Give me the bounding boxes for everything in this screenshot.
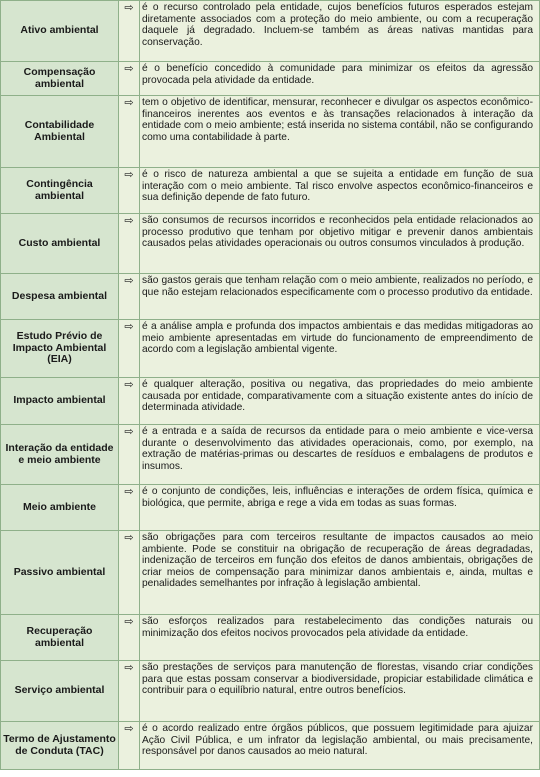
- term-cell: Custo ambiental: [1, 214, 119, 274]
- definition-cell: são gastos gerais que tenham relação com o meio ambiente, realizados no período, e que não estejam relacionados especificamente com o processo produtivo da entidade.: [140, 274, 540, 320]
- term-cell: Interação da entidade e meio ambiente: [1, 425, 119, 485]
- arrow-icon: ⇨: [119, 214, 140, 274]
- definition-cell: é o benefício concedido à comunidade para minimizar os efeitos da agressão provocada pela atividade da entidade.: [140, 62, 540, 96]
- glossary-row: [1, 425, 540, 485]
- term-cell: Impacto ambiental: [1, 378, 119, 425]
- definition-cell: tem o objetivo de identificar, mensurar, reconhecer e divulgar os aspectos econômico-financeiros inerentes aos eventos e às transações relacionados à interação da entidade com o meio ambiente; está inserida no sistema contábil, não se configurando como uma contabilidade à parte.: [140, 96, 540, 168]
- glossary-row: [1, 96, 540, 168]
- glossary-row: [1, 378, 540, 425]
- arrow-icon: ⇨: [119, 661, 140, 722]
- term-cell: Meio ambiente: [1, 485, 119, 531]
- glossary-row: [1, 1, 540, 62]
- term-cell: Contingência ambiental: [1, 168, 119, 214]
- term-cell: Contabilidade Ambiental: [1, 96, 119, 168]
- glossary-row: [1, 168, 540, 214]
- arrow-icon: ⇨: [119, 722, 140, 770]
- arrow-icon: ⇨: [119, 320, 140, 378]
- arrow-icon: ⇨: [119, 96, 140, 168]
- definition-cell: são consumos de recursos incorridos e reconhecidos pela entidade relacionados ao processo produtivo que tenham por objetivo mitigar e prevenir danos ambientais causados pelas atividades operacionais ou outros consumos vinculados à produção.: [140, 214, 540, 274]
- definition-cell: são esforços realizados para restabelecimento das condições naturais ou minimização dos efeitos nocivos provocados pela atividade da entidade.: [140, 615, 540, 661]
- definition-cell: são obrigações para com terceiros resultante de impactos causados ao meio ambiente. Pode se constituir na obrigação de recuperação de áreas degradadas, indenização de terceiros em função dos efeitos de danos ambientais, obrigações de criar meios de compensação para minimizar danos ambientais e, ainda, multas e penalidades semelhantes por infração à legislação ambiental.: [140, 531, 540, 615]
- arrow-icon: ⇨: [119, 425, 140, 485]
- glossary-row: [1, 661, 540, 722]
- term-cell: Serviço ambiental: [1, 661, 119, 722]
- glossary-row: [1, 615, 540, 661]
- term-cell: Compensação ambiental: [1, 62, 119, 96]
- definition-cell: é o acordo realizado entre órgãos públicos, que possuem legitimidade para ajuizar Ação Civil Pública, e um infrator da legislação ambiental, ou mais precisamente, responsável por danos causados ao meio natural.: [140, 722, 540, 770]
- definition-cell: é o conjunto de condições, leis, influências e interações de ordem física, química e biológica, que permite, abriga e rege a vida em todas as suas formas.: [140, 485, 540, 531]
- arrow-icon: ⇨: [119, 168, 140, 214]
- arrow-icon: ⇨: [119, 62, 140, 96]
- definition-cell: é o risco de natureza ambiental a que se sujeita a entidade em função de sua interação com o meio ambiente. Tal risco envolve aspectos econômico-financeiros e sua definição depende de fato futuro.: [140, 168, 540, 214]
- term-cell: Despesa ambiental: [1, 274, 119, 320]
- glossary-row: [1, 214, 540, 274]
- definition-cell: é a entrada e a saída de recursos da entidade para o meio ambiente e vice-versa durante o desenvolvimento das atividades operacionais, como, por exemplo, na extração de matérias-primas ou descartes de resíduos e embalagens de produtos e insumos.: [140, 425, 540, 485]
- arrow-icon: ⇨: [119, 615, 140, 661]
- arrow-icon: ⇨: [119, 378, 140, 425]
- arrow-icon: ⇨: [119, 274, 140, 320]
- definition-cell: é qualquer alteração, positiva ou negativa, das propriedades do meio ambiente causada por entidade, comparativamente com a situação existente antes do início de determinada atividade.: [140, 378, 540, 425]
- term-cell: Estudo Prévio de Impacto Ambiental (EIA): [1, 320, 119, 378]
- term-cell: Ativo ambiental: [1, 1, 119, 62]
- definition-cell: é a análise ampla e profunda dos impactos ambientais e das medidas mitigadoras ao meio ambiente apresentadas em virtude do funcionamento de empreendimento de acordo com a legislação ambiental vigente.: [140, 320, 540, 378]
- term-cell: Termo de Ajustamento de Conduta (TAC): [1, 722, 119, 770]
- glossary-row: [1, 62, 540, 96]
- arrow-icon: ⇨: [119, 531, 140, 615]
- term-cell: Recuperação ambiental: [1, 615, 119, 661]
- glossary-row: [1, 722, 540, 770]
- glossary-row: [1, 485, 540, 531]
- term-cell: Passivo ambiental: [1, 531, 119, 615]
- definition-cell: é o recurso controlado pela entidade, cujos benefícios futuros esperados estejam diretamente associados com a proteção do meio ambiente, ou com a recuperação daquele já degradado. Incluem-se também as áreas nativas mantidas para conservação.: [140, 1, 540, 62]
- glossary-row: [1, 320, 540, 378]
- arrow-icon: ⇨: [119, 1, 140, 62]
- arrow-icon: ⇨: [119, 485, 140, 531]
- glossary-row: [1, 531, 540, 615]
- definition-cell: são prestações de serviços para manutenção de florestas, visando criar condições para que estas possam conservar a biodiversidade, propiciar estabilidade climática e contribuir para o equilíbrio natural, entre outros benefícios.: [140, 661, 540, 722]
- glossary-row: [1, 274, 540, 320]
